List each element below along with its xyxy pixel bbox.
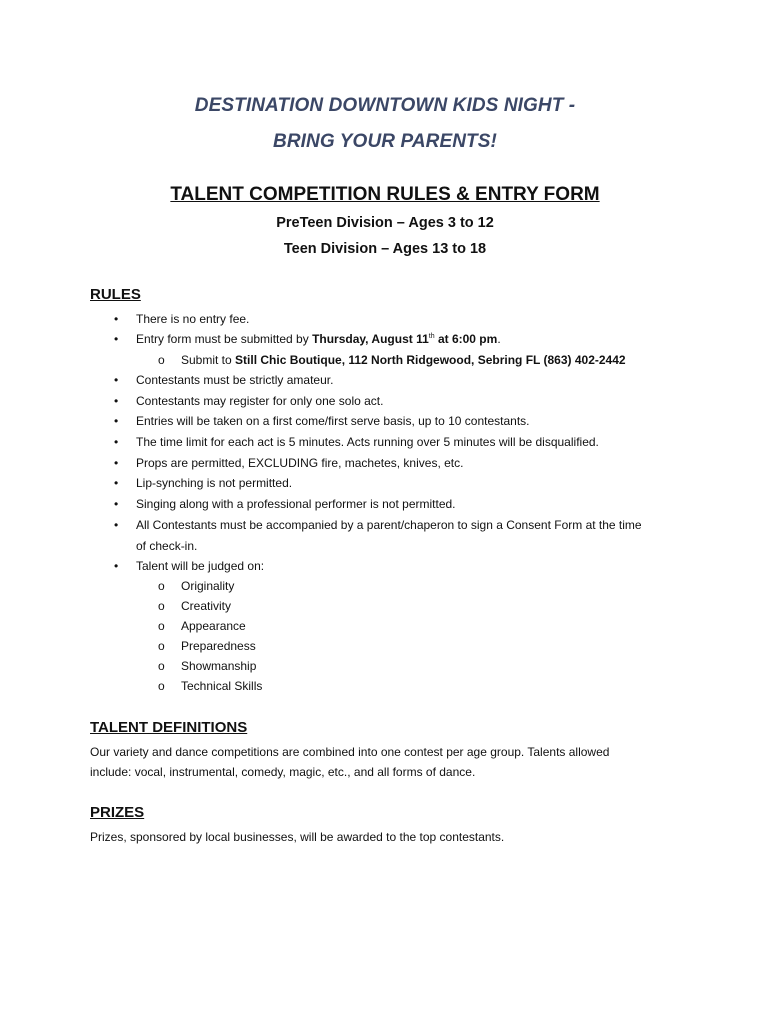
sub-bullet-icon: o <box>158 353 165 367</box>
bullet-icon: • <box>114 332 119 346</box>
rule-text: Contestants may register for only one solo act. <box>136 394 384 408</box>
bullet-icon: • <box>114 373 119 387</box>
sub-bullet-icon: o <box>158 619 165 633</box>
event-title-line-2: BRING YOUR PARENTS! <box>273 131 497 152</box>
form-heading: TALENT COMPETITION RULES & ENTRY FORM <box>170 184 600 205</box>
rule-text: Lip-synching is not permitted. <box>136 476 293 490</box>
bullet-icon: • <box>114 518 119 532</box>
talent-definitions-line-1: Our variety and dance competitions are combined into one contest per age group. Talents allowed <box>90 745 610 759</box>
rule-item <box>90 515 690 557</box>
rules-heading: RULES <box>90 286 141 303</box>
sub-bullet-icon: o <box>158 579 165 593</box>
rule-text: Contestants must be strictly amateur. <box>136 373 334 387</box>
criterion-text: Showmanship <box>181 659 257 673</box>
rule-text: Singing along with a professional performer is not permitted. <box>136 497 456 511</box>
sub-bullet-icon: o <box>158 599 165 613</box>
sub-bullet-icon: o <box>158 639 165 653</box>
criterion-text: Appearance <box>181 619 246 633</box>
sub-bullet-icon: o <box>158 659 165 673</box>
rule-text: Entries will be taken on a first come/first serve basis, up to 10 contestants. <box>136 414 530 428</box>
bullet-icon: • <box>114 476 119 490</box>
bullet-icon: • <box>114 559 119 573</box>
preteen-division: PreTeen Division – Ages 3 to 12 <box>276 215 494 231</box>
criterion-text: Originality <box>181 579 235 593</box>
bullet-icon: • <box>114 497 119 511</box>
bullet-icon: • <box>114 456 119 470</box>
rule-text-line-2: of check-in. <box>136 538 198 553</box>
talent-definitions-heading: TALENT DEFINITIONS <box>90 719 248 736</box>
talent-definitions-line-2: include: vocal, instrumental, comedy, magic, etc., and all forms of dance. <box>90 765 476 779</box>
bullet-icon: • <box>114 312 119 326</box>
criterion-text: Preparedness <box>181 639 256 653</box>
sub-bullet-icon: o <box>158 679 165 693</box>
rule-text: There is no entry fee. <box>136 312 250 326</box>
rule-text: Props are permitted, EXCLUDING fire, machetes, knives, etc. <box>136 456 464 470</box>
teen-division: Teen Division – Ages 13 to 18 <box>283 241 487 257</box>
bullet-icon: • <box>114 435 119 449</box>
bullet-icon: • <box>114 414 119 428</box>
rule-text-line-1: All Contestants must be accompanied by a parent/chaperon to sign a Consent Form at the time <box>136 518 642 532</box>
submit-text: Submit to Still Chic Boutique, 112 North Ridgewood, Sebring FL (863) 402-2442 <box>181 353 626 367</box>
rule-text: The time limit for each act is 5 minutes. Acts running over 5 minutes will be disqualified. <box>136 435 599 449</box>
criterion-text: Technical Skills <box>181 679 263 693</box>
rule-text: Entry form must be submitted by Thursday, August 11th at 6:00 pm. <box>136 332 501 346</box>
event-title-line-1: DESTINATION DOWNTOWN KIDS NIGHT - <box>194 95 576 116</box>
rule-text: Talent will be judged on: <box>136 559 265 573</box>
criterion-text: Creativity <box>181 599 232 613</box>
prizes-text: Prizes, sponsored by local businesses, will be awarded to the top contestants. <box>90 830 505 844</box>
bullet-icon: • <box>114 394 119 408</box>
prizes-heading: PRIZES <box>90 804 145 821</box>
